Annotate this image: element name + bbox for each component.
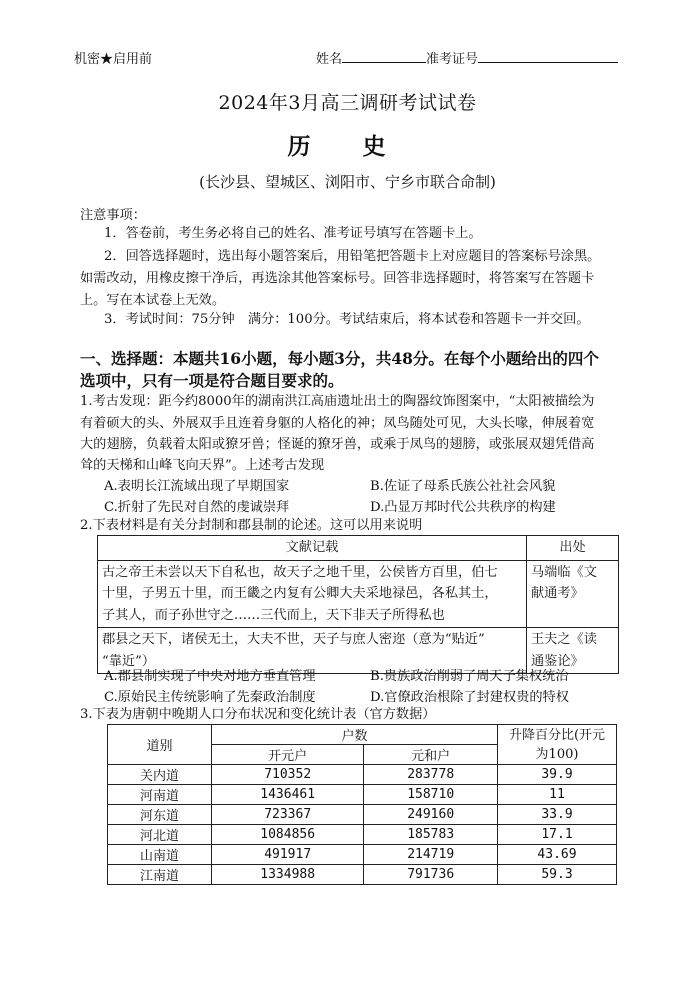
q1-stem: 耸的天梯和山峰飞向天界”。上述考古发现 bbox=[80, 458, 325, 473]
table-cell: 山南道 bbox=[108, 845, 212, 865]
q1-stem: 1.考古发现：距今约8000年的湖南洪江高庙遗址出土的陶器纹饰图案中，“太阳被描绘为 bbox=[80, 394, 595, 409]
q3-table bbox=[107, 724, 617, 885]
table-cell: 关内道 bbox=[108, 765, 212, 785]
table-cell: 723367 bbox=[212, 805, 364, 825]
table-row bbox=[108, 785, 617, 805]
table-cell: 791736 bbox=[364, 865, 498, 885]
notice-line: 上。写在本试卷上无效。 bbox=[80, 293, 226, 308]
cell-line: 升降百分比(开元 bbox=[508, 727, 606, 743]
table-cell: 江南道 bbox=[108, 865, 212, 885]
table-cell: 1084856 bbox=[212, 825, 364, 845]
table-cell: 43.69 bbox=[498, 845, 617, 865]
section-heading: 选项中，只有一项是符合题目要求的。 bbox=[80, 371, 344, 390]
notice-line: 如需改动，用橡皮擦干净后，再选涂其他答案标号。回答非选择题时，将答案写在答题卡 bbox=[80, 271, 595, 286]
table-header: 文献记载 bbox=[98, 536, 527, 561]
section-heading: 一、选择题：本题共16小题，每小题3分，共48分。在每个小题给出的四个 bbox=[80, 349, 599, 368]
name-field[interactable] bbox=[342, 50, 426, 63]
q2-option-a: A.郡县制实现了中央对地方垂直管理 bbox=[104, 669, 316, 684]
table-row bbox=[108, 865, 617, 885]
q1-option-b: B.佐证了母系氏族公社社会风貌 bbox=[370, 479, 556, 494]
union-note: (长沙县、望城区、浏阳市、宁乡市联合命制) bbox=[199, 173, 496, 191]
q3-stem: 3.下表为唐朝中晚期人口分布状况和变化统计表（官方数据） bbox=[80, 707, 436, 722]
exam-no-label: 准考证号 bbox=[426, 52, 479, 67]
notice-heading: 注意事项： bbox=[80, 208, 146, 223]
subject-title: 历 史 bbox=[287, 133, 408, 160]
table-cell: 59.3 bbox=[498, 865, 617, 885]
table-cell bbox=[98, 560, 527, 628]
candidate-info bbox=[316, 48, 618, 67]
q2-table bbox=[97, 535, 619, 674]
table-cell: 河南道 bbox=[108, 785, 212, 805]
exam-title: 2024年3月高三调研考试试卷 bbox=[218, 92, 477, 114]
table-cell: 491917 bbox=[212, 845, 364, 865]
table-cell: 17.1 bbox=[498, 825, 617, 845]
q2-option-d: D.官僚政治根除了封建权贵的特权 bbox=[370, 690, 569, 705]
cell-line: 王夫之《读 bbox=[531, 632, 597, 647]
cell-line: 郡县之天下，诸侯无土，大夫不世，天子与庶人密迩（意为“贴近” bbox=[102, 632, 485, 647]
table-header: 元和户 bbox=[364, 745, 498, 765]
table-cell: 283778 bbox=[364, 765, 498, 785]
cell-line: 古之帝王未尝以天下自私也，故天子之地千里，公侯皆方百里，伯七 bbox=[102, 564, 498, 580]
cell-line: 通鉴论》 bbox=[531, 653, 584, 669]
name-label: 姓名 bbox=[316, 52, 343, 67]
table-cell: 710352 bbox=[212, 765, 364, 785]
secret-label: 机密★启用前 bbox=[74, 52, 153, 67]
notice-line: 2．回答选择题时，选出每小题答案后，用铅笔把答题卡上对应题目的答案标号涂黑。 bbox=[104, 249, 601, 264]
table-header: 道别 bbox=[108, 725, 212, 765]
q2-option-c: C.原始民主传统影响了先秦政治制度 bbox=[104, 690, 316, 705]
q1-stem: 有着硕大的头、外展双手且连着身躯的人格化的神；凤鸟随处可见，大头长喙，伸展着宽 bbox=[80, 416, 595, 431]
q1-option-c: C.折射了先民对自然的虔诚崇拜 bbox=[104, 500, 290, 515]
table-header bbox=[498, 725, 617, 765]
table-cell bbox=[527, 560, 619, 628]
cell-line: 十里，子男五十里，而王畿之内复有公卿大夫采地禄邑，各私其土， bbox=[102, 586, 498, 601]
table-header: 出处 bbox=[527, 536, 619, 561]
cell-line: 为100) bbox=[535, 746, 579, 762]
table-cell: 39.9 bbox=[498, 765, 617, 785]
table-header-row bbox=[98, 536, 619, 561]
table-cell: 33.9 bbox=[498, 805, 617, 825]
q1-option-d: D.凸显万邦时代公共秩序的构建 bbox=[370, 500, 556, 515]
table-cell: 214719 bbox=[364, 845, 498, 865]
q2-option-b: B.贵族政治削弱了周天子集权统治 bbox=[370, 669, 569, 684]
table-cell: 河北道 bbox=[108, 825, 212, 845]
cell-line: 献通考》 bbox=[531, 586, 584, 601]
table-row bbox=[108, 765, 617, 785]
table-header-row bbox=[108, 725, 617, 745]
exam-no-field[interactable] bbox=[478, 50, 618, 63]
cell-line: “靠近”） bbox=[102, 653, 156, 669]
cell-line: 马端临《文 bbox=[531, 564, 597, 580]
table-cell: 249160 bbox=[364, 805, 498, 825]
table-row bbox=[108, 805, 617, 825]
q1-option-a: A.表明长江流域出现了早期国家 bbox=[104, 479, 290, 494]
table-row bbox=[98, 560, 619, 628]
table-row bbox=[108, 825, 617, 845]
notice-line: 1．答卷前，考生务必将自己的姓名、准考证号填写在答题卡上。 bbox=[104, 226, 482, 241]
table-header: 户数 bbox=[212, 725, 498, 745]
table-cell: 1436461 bbox=[212, 785, 364, 805]
table-header: 开元户 bbox=[212, 745, 364, 765]
table-cell: 11 bbox=[498, 785, 617, 805]
table-cell: 185783 bbox=[364, 825, 498, 845]
table-row bbox=[108, 845, 617, 865]
table-cell: 河东道 bbox=[108, 805, 212, 825]
q1-stem: 大的翅膀，负载着太阳或獠牙兽；怪诞的獠牙兽，或乘于凤鸟的翅膀，或张展双翅凭借高 bbox=[80, 437, 595, 452]
q2-stem: 2.下表材料是有关分封制和郡县制的论述。这可以用来说明 bbox=[80, 518, 423, 533]
table-cell: 1334988 bbox=[212, 865, 364, 885]
table-cell: 158710 bbox=[364, 785, 498, 805]
notice-line: 3．考试时间：75分钟 满分：100分。考试结束后，将本试卷和答题卡一并交回。 bbox=[104, 312, 590, 327]
cell-line: 子其人，而子孙世守之……三代而上，天下非天子所得私也 bbox=[102, 607, 445, 623]
